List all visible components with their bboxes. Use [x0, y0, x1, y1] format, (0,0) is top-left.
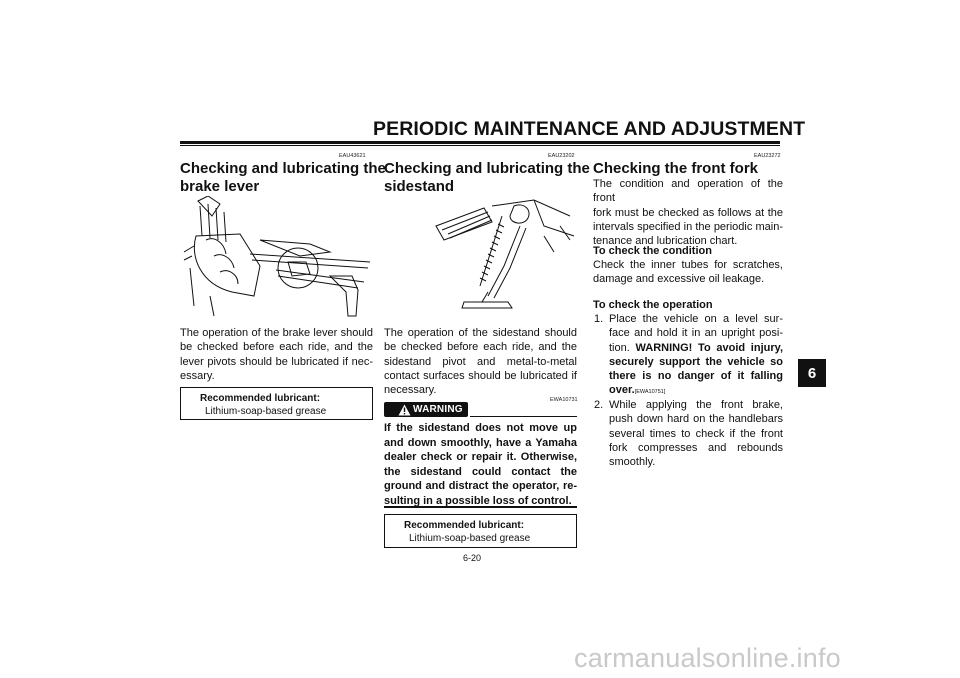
- warning-badge: [384, 402, 468, 417]
- header-rule-thin: [180, 145, 780, 146]
- lubricant-box-brake-lever: [180, 387, 373, 420]
- header-rule-thick: [180, 141, 780, 144]
- operation-step-2: 2. While applying the front brake, push down hard on the handlebars several times to check if the front fork compresses and rebounds smoothly.: [594, 399, 783, 469]
- section-title-brake-lever: Checking and lubricating the brake lever: [180, 160, 386, 195]
- brake-lever-illustration: [180, 196, 374, 318]
- warning-text: If the sidestand does not move up and down smoothly, have a Yamaha dealer check or repair it. Otherwise, the sidestand could contact the ground and distract the operator, re- sulting in a possible loss of control.: [384, 422, 577, 507]
- lubricant-box-sidestand: [384, 514, 577, 548]
- warning-code: EWA10731: [550, 397, 578, 403]
- lubricant-value: Lithium-soap-based grease: [205, 406, 327, 417]
- lubricant-value: Lithium-soap-based grease: [409, 533, 531, 544]
- chapter-tab[interactable]: 6: [798, 359, 826, 387]
- lubricant-label: Recommended lubricant:: [404, 520, 525, 531]
- sidestand-illustration: [384, 196, 578, 318]
- section-code: EAU43621: [339, 153, 366, 159]
- section-title-front-fork: Checking the front fork: [593, 160, 759, 177]
- warning-triangle-icon: [398, 404, 411, 416]
- page-number: 6-20: [463, 553, 482, 563]
- condition-heading: To check the condition: [593, 245, 712, 257]
- lubricant-label: Recommended lubricant:: [200, 393, 321, 404]
- section-code: EAU23202: [548, 153, 575, 159]
- warning-rule: [470, 416, 577, 417]
- brake-lever-body: The operation of the brake lever should be checked before each ride, and the lever pivots should be lubricated if nec- essary.: [180, 327, 373, 382]
- operation-heading: To check the operation: [593, 299, 713, 311]
- warning-label: WARNING: [413, 404, 463, 415]
- sidestand-body: The operation of the sidestand should be checked before each ride, and the sidestand pivot and metal-to-metal contact surfaces should be lubricated if necessary.: [384, 327, 577, 397]
- warning-bottom-rule: [384, 506, 577, 508]
- condition-body: Check the inner tubes for scratches, damage and excessive oil leakage.: [593, 259, 783, 286]
- watermark: carmanualsonline.info: [574, 643, 841, 673]
- front-fork-intro: The condition and operation of the front fork must be checked as follows at the intervals specified in the periodic main- tenance and lubrication chart.: [593, 178, 783, 248]
- page-header-title: PERIODIC MAINTENANCE AND ADJUSTMENT: [373, 118, 806, 140]
- operation-step-1: 1. Place the vehicle on a level sur- face and hold it in an upright posi- tion. WARNING! To avoid injury, securely support the vehicle so there is no danger of it falling over.[EWA10751]: [594, 313, 783, 397]
- section-code: EAU23272: [754, 153, 781, 159]
- section-title-sidestand: Checking and lubricating the sidestand: [384, 160, 590, 195]
